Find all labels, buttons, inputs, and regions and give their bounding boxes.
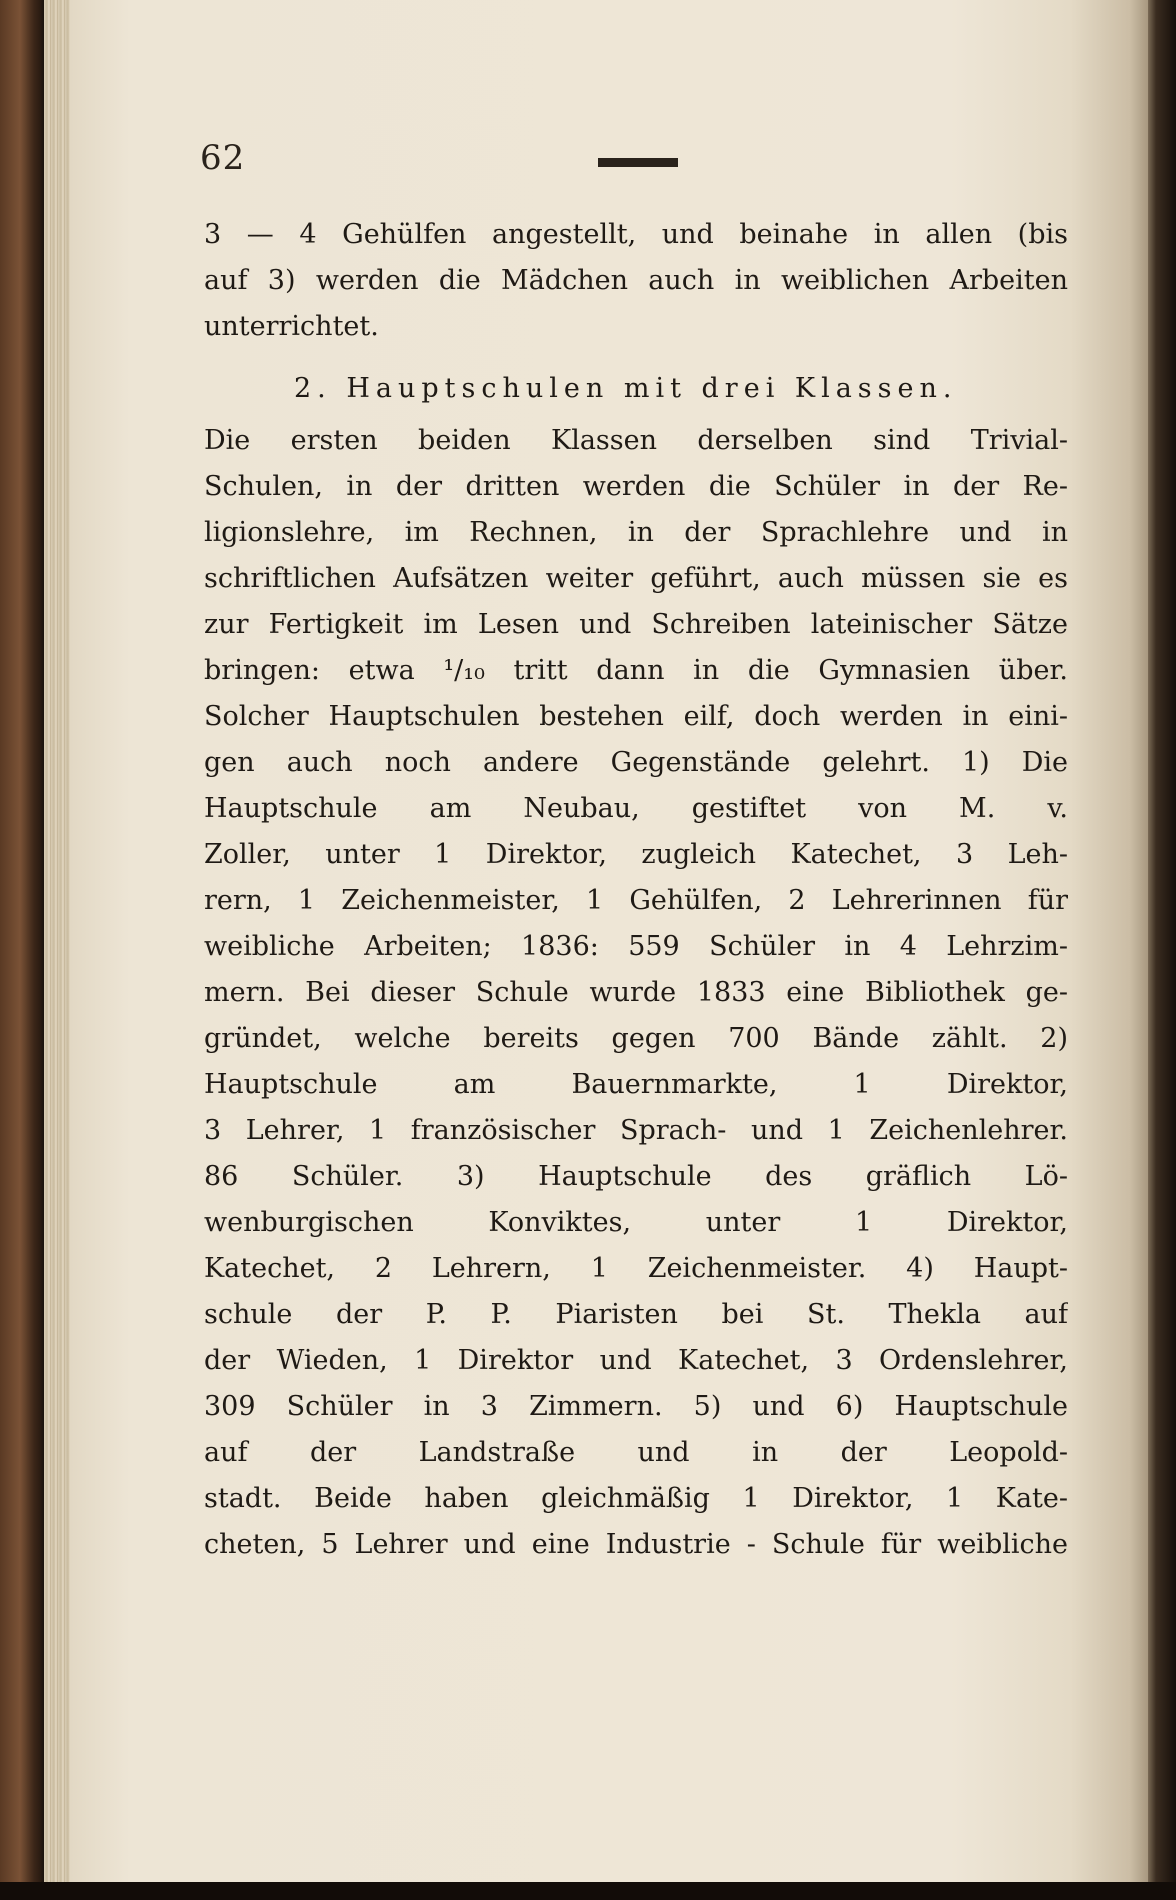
text-line: Zoller, unter 1 Direktor, zugleich Katechet, 3 Leh- xyxy=(204,839,1068,870)
page-number: 62 xyxy=(200,138,246,178)
text-line: ligionslehre, im Rechnen, in der Sprachlehre und in xyxy=(204,517,1068,548)
scan-bottom-border xyxy=(0,1882,1176,1900)
text-line: zur Fertigkeit im Lesen und Schreiben lateinischer Sätze xyxy=(204,609,1068,640)
text-line: Hauptschule am Neubau, gestiftet von M. v. xyxy=(204,793,1068,824)
text-line: gen auch noch andere Gegenstände gelehrt. 1) Die xyxy=(204,747,1068,778)
text-line: Die ersten beiden Klassen derselben sind Trivial- xyxy=(204,425,1068,456)
text-line: 309 Schüler in 3 Zimmern. 5) und 6) Hauptschule xyxy=(204,1391,1068,1422)
text-line: 86 Schüler. 3) Hauptschule des gräflich Lö- xyxy=(204,1161,1068,1192)
text-line: unterrichtet. xyxy=(204,311,379,342)
text-line: schule der P. P. Piaristen bei St. Thekla auf xyxy=(204,1299,1068,1330)
text-line: weibliche Arbeiten; 1836: 559 Schüler in 4 Lehrzim- xyxy=(204,931,1068,962)
text-line: Schulen, in der dritten werden die Schüler in der Re- xyxy=(204,471,1068,502)
text-line: wenburgischen Konviktes, unter 1 Direktor, xyxy=(204,1207,1068,1238)
header-rule-middle xyxy=(598,164,678,167)
page-body xyxy=(204,212,1068,1568)
text-line: bringen: etwa ¹/₁₀ tritt dann in die Gymnasien über. xyxy=(204,655,1068,686)
text-line: cheten, 5 Lehrer und eine Industrie - Schule für weibliche xyxy=(204,1529,1068,1560)
page-edges xyxy=(44,0,70,1900)
text-line: mern. Bei dieser Schule wurde 1833 eine Bibliothek ge- xyxy=(204,977,1068,1008)
text-line: 3 Lehrer, 1 französischer Sprach- und 1 Zeichenlehrer. xyxy=(204,1115,1068,1146)
text-line: auf der Landstraße und in der Leopold- xyxy=(204,1437,1068,1468)
text-line: Solcher Hauptschulen bestehen eilf, doch werden in eini- xyxy=(204,701,1068,732)
text-line: auf 3) werden die Mädchen auch in weiblichen Arbeiten xyxy=(204,265,1068,296)
text-line: 3 — 4 Gehülfen angestellt, und beinahe in allen (bis xyxy=(204,219,1068,250)
text-line: rern, 1 Zeichenmeister, 1 Gehülfen, 2 Lehrerinnen für xyxy=(204,885,1068,916)
text-line: der Wieden, 1 Direktor und Katechet, 3 Ordenslehrer, xyxy=(204,1345,1068,1376)
page-header xyxy=(200,138,1060,188)
text-line: Katechet, 2 Lehrern, 1 Zeichenmeister. 4) Haupt- xyxy=(204,1253,1068,1284)
text-line: stadt. Beide haben gleichmäßig 1 Direktor, 1 Kate- xyxy=(204,1483,1068,1514)
text-line: gründet, welche bereits gegen 700 Bände zählt. 2) xyxy=(204,1023,1068,1054)
text-line: Hauptschule am Bauernmarkte, 1 Direktor, xyxy=(204,1069,1068,1100)
text-line: schriftlichen Aufsätzen weiter geführt, auch müssen sie es xyxy=(204,563,1068,594)
section-heading: 2. Hauptschulen mit drei Klassen. xyxy=(294,373,958,404)
binding-shadow xyxy=(1148,0,1176,1900)
